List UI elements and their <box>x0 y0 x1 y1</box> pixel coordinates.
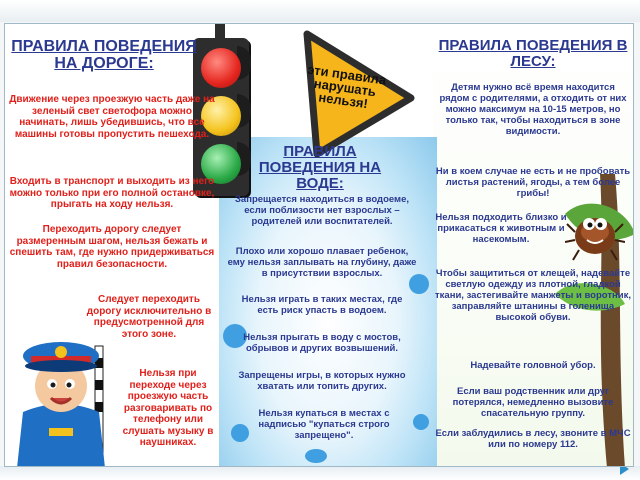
water-rule-5: Запрещены игры, в которых нужно хватать или топить других. <box>238 370 406 392</box>
water-rules-title: ПРАВИЛА ПОВЕДЕНИЯ НА ВОДЕ: <box>258 143 382 192</box>
road-rule-2: Входить в транспорт и выходить из него можно только при его полной остановке, прыгать на ходу нельзя. <box>9 176 215 210</box>
forest-rules-title: ПРАВИЛА ПОВЕДЕНИЯ В ЛЕСУ: <box>438 37 628 70</box>
water-rule-3: Нельзя играть в таких местах, где есть риск упасть в водоем. <box>241 294 403 316</box>
water-rule-1: Запрещается находиться в водоеме, если поблизости нет взрослых – родителей или воспитателей. <box>234 194 409 227</box>
red-light-icon <box>201 48 241 88</box>
forest-rule-4: Чтобы защититься от клещей, надевайте светлую одежду из плотной, гладкой ткани, застегивайте манжеты и воротник, заправляйте штанины в голенища высокой обуви. <box>435 268 631 323</box>
road-rule-1: Движение через проезжую часть даже на зеленый свет светофора можно начинать, лишь убедившись, что все машины готовы пропустить пешехода. <box>9 94 215 140</box>
road-rules-title: ПРАВИЛА ПОВЕДЕНИЯ НА ДОРОГЕ: <box>11 38 197 72</box>
forest-rule-3: Нельзя подходить близко и прикасаться к животным и насекомым. <box>435 212 567 245</box>
splash-drop <box>413 414 429 430</box>
tick-character-icon <box>565 202 625 264</box>
safety-poster <box>4 23 634 467</box>
road-rule-4: Следует переходить дорогу исключительно в предусмотренной для этого зоне. <box>86 294 212 340</box>
forest-rule-2: Ни в коем случае не есть и не пробовать листья растений, ягоды, а тем более грибы! <box>435 166 631 199</box>
water-rule-4: Нельзя прыгать в воду с мостов, обрывов и других возвышений. <box>243 332 401 354</box>
splash-drop <box>305 449 327 463</box>
forest-rule-5: Надевайте головной убор. <box>470 360 596 371</box>
traffic-officer-boy-icon <box>5 316 125 467</box>
warning-sign-text: эти правила нарушать нельзя! <box>306 61 388 112</box>
forest-rule-7: Если заблудились в лесу, звоните в МЧС или по номеру 112. <box>435 428 631 450</box>
water-rule-6: Нельзя купаться в местах с надписью "купаться строго запрещено". <box>258 408 390 441</box>
forest-rule-1: Детям нужно всё время находится рядом с родителями, а отходить от них можно максимум на 10-15 метров, но только так, чтобы находиться в зоне видимости. <box>439 82 627 137</box>
road-rule-5: Нельзя при переходе через проезжую часть разговаривать по телефону или слушать музыку в наушниках. <box>122 368 214 448</box>
road-rule-3: Переходить дорогу следует размеренным шагом, нельзя бежать и спешить там, где нужно придерживаться правил безопасности. <box>9 224 215 270</box>
forest-rule-6: Если ваш родственник или друг потерялся, немедленно вызовите спасательную группу. <box>452 386 614 419</box>
water-rule-2: Плохо или хорошо плавает ребенок, ему нельзя заплывать на глубину, даже в присутствии взрослых. <box>227 246 417 279</box>
slide-bottom-border <box>0 466 640 480</box>
slide-top-border <box>0 0 640 22</box>
